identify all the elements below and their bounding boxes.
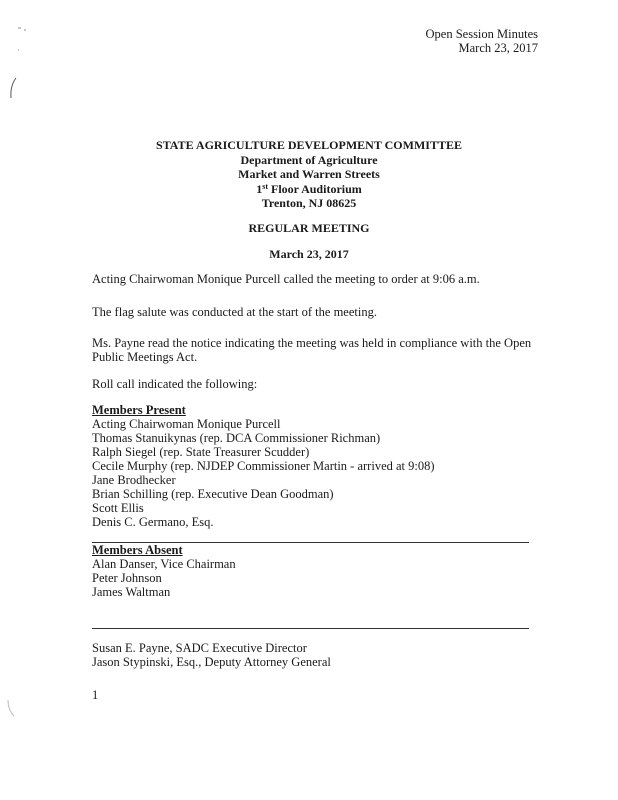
list-item: James Waltman [92,585,171,599]
department-name: Department of Agriculture [240,152,378,167]
committee-name: STATE AGRICULTURE DEVELOPMENT COMMITTEE [156,138,462,152]
call-to-order-paragraph: Acting Chairwoman Monique Purcell called the meeting to order at 9:06 a.m. [92,272,480,286]
document-header [426,27,539,55]
list-item: Jane Brodhecker [92,473,176,487]
street-address: Market and Warren Streets [238,167,380,181]
header-title: Open Session Minutes [425,27,538,41]
list-item: Scott Ellis [92,501,144,515]
list-item: Susan E. Payne, SADC Executive Director [92,641,307,655]
meeting-type: REGULAR MEETING [248,221,370,235]
members-absent-heading: Members Absent [92,543,183,557]
flag-salute-paragraph: The flag salute was conducted at the start of the meeting. [92,305,377,319]
section-divider [92,628,529,629]
list-item: Ralph Siegel (rep. State Treasurer Scudder) [92,445,310,459]
list-item: Thomas Stanuikynas (rep. DCA Commissioner Richman) [92,431,381,445]
members-present-list [92,403,542,529]
members-present-heading: Members Present [92,403,186,417]
list-item: Acting Chairwoman Monique Purcell [92,417,281,431]
roll-call-paragraph: Roll call indicated the following: [92,377,258,391]
list-item: Jason Stypinski, Esq., Deputy Attorney General [92,655,331,669]
city-address: Trenton, NJ 08625 [261,196,357,210]
notice-paragraph: Ms. Payne read the notice indicating the meeting was held in compliance with the Open Public Meetings Act. [92,336,532,364]
list-item: Peter Johnson [92,571,162,585]
list-item: Brian Schilling (rep. Executive Dean Goodman) [92,487,334,501]
meeting-date: March 23, 2017 [269,247,349,261]
page-number: 1 [92,688,99,702]
list-item: Cecile Murphy (rep. NJDEP Commissioner Martin - arrived at 9:08) [92,459,435,473]
list-item: Alan Danser, Vice Chairman [92,557,236,571]
header-date: March 23, 2017 [458,41,538,55]
staff-list [92,641,542,669]
members-absent-list [92,543,542,599]
scan-marks [0,0,40,800]
list-item: Denis C. Germano, Esq. [92,515,214,529]
title-block [0,138,618,211]
floor-location: 1st Floor Auditorium [256,181,362,196]
